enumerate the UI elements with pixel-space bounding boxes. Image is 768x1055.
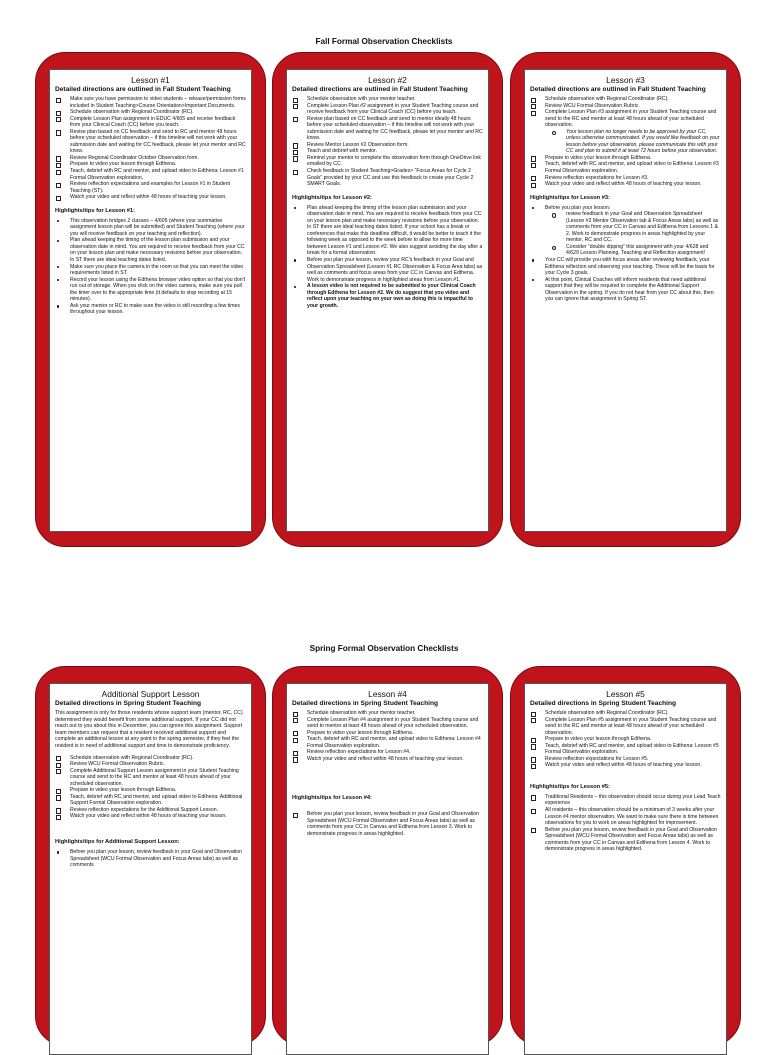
tips-list: [292, 205, 483, 310]
card-title: Additional Support Lesson: [101, 689, 200, 699]
checklist-item: Review reflection expectations and examples for Lesson #1 in Student Teaching (ST).: [55, 181, 246, 194]
checklist-item: Revise plan based on CC feedback and send to RC and mentor 48 hours before your scheduled observation – if this timeline will not work with your submission date and waiting for CC feedback, please let your mentor and RC know.: [55, 129, 246, 155]
subtip-item: Consider “double dipping” this assignment with your 4/628 and 4/629 Lesson Planning, Teaching and Reflection assignment!: [530, 244, 721, 257]
card-directions: Detailed directions are outlined in Fall Student Teaching: [55, 86, 231, 93]
checklist-item: Review Regional Coordinator October Observation form.: [55, 155, 246, 162]
checklist-item: Review WCU Formal Observation Rubric.: [55, 761, 246, 768]
card-lesson-1: [35, 52, 266, 547]
card-panel: [49, 69, 252, 532]
subtip-item: review feedback in your Goal and Observation Spreadsheet (Lesson #2 Mentor Observation tab & Focus Areas tabs) as well as comments from your CC in Canvas and Edthena from Lessons 1 & 2. Work to demonstrate progress in areas highlighted by your mentor, RC and CC.: [530, 211, 721, 244]
checklist: [530, 710, 721, 769]
checklist-item: Complete Lesson Plan assignment in EDUC 4/605 and receive feedback from your Clinical Coach (CC) before you teach.: [55, 116, 246, 129]
card-intro: This assignment is only for those residents whose support team (mentor, RC, CC) determined they would benefit from some additional support. If your CC did not reach out to you about this in December, you can ignore this assignment. Support team members can request that a resident received additional support and complete an additional lesson at any point in the spring semester, if they feel the resident is in need of additional support and time to demonstrate proficiency.: [55, 710, 243, 749]
card-title: Lesson #4: [368, 689, 407, 699]
tip-item: At this point, Clinical Coaches will inform residents that need additional support that they will be required to complete the Additional Support Observation in the spring. If you do not hear from your CC about this, then you can ignore that assignment in Spring ST.: [530, 277, 721, 303]
card-panel: [286, 683, 489, 1055]
tips-heading: Highlights/tips for Lesson #1:: [55, 207, 135, 214]
checklist-item: Review WCU Formal Observation Rubric.: [530, 103, 721, 110]
tip-item: Before you plan your lesson, review feedback in your Goal and Observation Spreadsheet (WCU Formal Observation and Focus Areas tabs) as well as comments from your CC in Canvas and Edthena from Lesson 3. Work to demonstrate progress in areas highlighted.: [292, 811, 483, 837]
checklist-item: Schedule observation with your mentor teacher.: [292, 96, 483, 103]
checklist-item: Schedule observation with Regional Coordinator (RC).: [55, 109, 246, 116]
checklist-item: Prepare to video your lesson through Edthena.: [55, 161, 246, 168]
checklist-item: Schedule observation with Regional Coordinator (RC).: [55, 755, 246, 762]
card-directions: Detailed directions in Spring Student Teaching: [55, 700, 202, 707]
checklist-item: Teach and debrief with mentor.: [292, 148, 483, 155]
checklist-item: Complete Lesson Plan #5 assignment in your Student Teaching course and send to the RC and mentor at least 48 hours ahead of your scheduled observation.: [530, 717, 721, 737]
tips-list: [292, 811, 483, 837]
checklist-item: Complete Lesson Plan #3 assignment in your Student Teaching course and send to the RC and mentor at least 48 hours ahead of your scheduled observation.: [530, 109, 721, 129]
tip-item: Record your lesson using the Edthena browser video option so that you don't run out of storage. When you click on the video camera, make sure you pull the timer over to the appropriate time (it defaults to stop recording at 15 minutes).: [55, 277, 246, 303]
checklist-item: Remind your mentor to complete the observation form through OneDrive link emailed by CC.: [292, 155, 483, 168]
checklist-item: Review reflection expectations for the Additional Support Lesson.: [55, 807, 246, 814]
tips-heading: Highlights/tips for Additional Support Lesson:: [55, 839, 180, 846]
checklist-item: Revise plan based on CC feedback and send to mentor ideally 48 hours before your scheduled observation – if this timeline will not work with your submission date and waiting for CC feedback, please let your mentor and RC know.: [292, 116, 483, 142]
checklist-item: Watch your video and reflect within 48 hours of teaching your lesson.: [55, 813, 246, 820]
checklist-item: Watch your video and reflect within 48 hours of teaching your lesson.: [55, 194, 246, 201]
checklist: [530, 96, 721, 188]
checklist-item: Watch your video and reflect within 48 hours of teaching your lesson.: [530, 181, 721, 188]
tip-item: Traditional Residents – this observation should occur during your Lead Teach experience: [530, 794, 721, 807]
tips-list: [530, 205, 721, 303]
tips-heading: Highlights/tips for Lesson #5:: [530, 783, 610, 790]
tips-list: [55, 218, 246, 316]
card-panel: [524, 69, 727, 532]
tip-item: Before you plan your lesson, review feedback in your Goal and Observation Spreadsheet (WCU Formal Observation and Focus Areas tabs) as well as comments from your CC in Canvas and Edthena from Lesson 4. Work to demonstrate progress in areas highlighted.: [530, 827, 721, 853]
checklist-item: Review Mentor Lesson #2 Observation form.: [292, 142, 483, 149]
card-lesson-5: [510, 666, 741, 1046]
card-lesson-4: [272, 666, 503, 1046]
checklist-item: Prepare to video your lesson through Edthena.: [530, 155, 721, 162]
checklist: [55, 96, 246, 201]
checklist-item: Schedule observation with Regional Coordinator (RC).: [530, 710, 721, 717]
tips-heading: Highlights/tips for Lesson #4:: [292, 795, 372, 802]
card-directions: Detailed directions in Spring Student Teaching: [292, 700, 439, 707]
checklist-item: Schedule observation with Regional Coordinator (RC).: [530, 96, 721, 103]
card-directions: Detailed directions are outlined in Fall Student Teaching: [292, 86, 468, 93]
spring-section-title: Spring Formal Observation Checklists: [309, 644, 459, 653]
card-lesson-3: [510, 52, 741, 547]
tips-heading: Highlights/tips for Lesson #3:: [530, 194, 610, 201]
tips-list: [530, 794, 721, 853]
card-directions: Detailed directions are outlined in Fall Student Teaching: [530, 86, 706, 93]
card-panel: [524, 683, 727, 1055]
card-panel: [286, 69, 489, 532]
tip-item: A lesson video is not required to be submitted to your Clinical Coach through Edthena for Lesson #2. We do suggest that you video and reflect upon your teaching on your own as doing this is impactful to your growth.: [292, 283, 483, 309]
checklist-item: Review reflection expectations for Lesson #3.: [530, 175, 721, 182]
tip-item: Before you plan your lesson:: [530, 205, 721, 212]
checklist-item: Watch your video and reflect within 48 hours of teaching your lesson.: [530, 762, 721, 769]
checklist-item: Prepare to video your lesson through Edthena.: [530, 736, 721, 743]
checklist: [292, 710, 483, 762]
checklist-item: Teach, debrief with RC and mentor, and upload video to Edthena: Lesson #4 Formal Observation exploration.: [292, 736, 483, 749]
card-panel: [49, 683, 252, 1055]
checklist-item: Teach, debrief with RC and mentor, and upload video to Edthena: Lesson #3 Formal Observation exploration.: [530, 161, 721, 174]
card-lesson-2: [272, 52, 503, 547]
tip-item: Plan ahead keeping the timing of the lesson plan submission and your observation date in mind. You are required to receive feedback from your CC on your lesson plan and make necessary revisions before your observation. In ST there are ideal teaching dates listed.: [55, 237, 246, 263]
tip-item: Your CC will provide you with focus areas after reviewing feedback, your Edthena reflection and observing your teaching. These will be the basis for your Cycle 3 goals.: [530, 257, 721, 277]
checklist-note: Your lesson plan no longer needs to be approved by your CC, unless otherwise communicated. If you would like feedback on your lesson before your observation, please communicate this with your CC and plan to submit it at least 72 hours before your observation.: [530, 129, 721, 155]
checklist-item: Review reflection expectations for Lesson #4.: [292, 749, 483, 756]
card-title: Lesson #2: [368, 75, 407, 85]
tip-item: All residents – this observation should be a minimum of 3 weeks after your Lesson #4 mentor observation. We want to make sure there is time between observations for you to work on areas highlighted for improvement.: [530, 807, 721, 827]
tip-item: Make sure you place the camera in the room so that you can meet the video requirements listed in ST.: [55, 264, 246, 277]
checklist-item: Teach, debrief with RC and mentor, and upload video to Edthena: Additional Support Formal Observation exploration.: [55, 794, 246, 807]
tip-item: Before you plan your lesson, review your RC's feedback in your Goal and Observation Spreadsheet (Lesson #1 RC Observation & Focus Area tabs) as well as comments and focus areas from your CC in Canvas and Edthena. Work to demonstrate progress in highlighted areas from Lesson #1.: [292, 257, 483, 283]
checklist: [292, 96, 483, 188]
tip-item: Plan ahead keeping the timing of the lesson plan submission and your observation date in mind. You are required to receive feedback from your CC on your lesson plan and make necessary revisions before your observation. In ST there are ideal teaching dates listed. If your school has a break or conferences that make this deadline difficult, it would be better to teach it the following week as opposed to the week before to allow for more time between Lesson #1 and Lesson #2. We also suggest avoiding the day after a break for a formal observation.: [292, 205, 483, 257]
checklist-item: Watch your video and reflect within 48 hours of teaching your lesson.: [292, 756, 483, 763]
checklist-item: Review reflection expectations for Lesson #5.: [530, 756, 721, 763]
tip-item: This observation bridges 2 classes – 4/605 (where your summative assignment lesson plan will be submitted) and Student Teaching (where your you will receive feedback on your teaching and reflection).: [55, 218, 246, 238]
checklist-item: Check feedback in Student Teaching>Grades> “Focus Areas for Cycle 2 Goals” provided by your CC and use this feedback to create your Cycle 2 SMART Goals.: [292, 168, 483, 188]
card-title: Lesson #3: [606, 75, 645, 85]
checklist-item: Teach, debrief with RC and mentor, and upload video to Edthena: Lesson #1 Formal Observation exploration.: [55, 168, 246, 181]
checklist-item: Complete Lesson Plan #4 assignment in your Student Teaching course and send to mentor at least 48 hours ahead of your scheduled observation.: [292, 717, 483, 730]
fall-section-title: Fall Formal Observation Checklists: [315, 37, 453, 46]
tip-item: Ask your mentor or RC to make sure the video is still recording a few times throughout your lesson.: [55, 303, 246, 316]
card-additional-support: [35, 666, 266, 1046]
checklist-item: Teach, debrief with RC and mentor, and upload video to Edthena: Lesson #5 Formal Observation exploration.: [530, 743, 721, 756]
card-title: Lesson #1: [131, 75, 170, 85]
tip-item: Before you plan your lesson, review feedback in your Goal and Observation Spreadsheet (WCU Formal Observation and Focus Areas tabs) as well as comments: [55, 849, 246, 869]
tips-heading: Highlights/tips for Lesson #2:: [292, 194, 372, 201]
checklist-item: Make sure you have permission to video students – release/permission forms included in Student Teaching>Course Orientation>Important Documents.: [55, 96, 246, 109]
checklist-item: Prepare to video your lesson through Edthena.: [292, 730, 483, 737]
tips-list: [55, 849, 246, 869]
checklist-item: Complete Additional Support Lesson assignment in your Student Teaching course and send to the RC and mentor at least 48 hours ahead of your scheduled observation.: [55, 768, 246, 788]
checklist: [55, 755, 246, 820]
checklist-item: Complete Lesson Plan #2 assignment in your Student Teaching course and receive feedback from your Clinical Coach (CC) before you teach.: [292, 103, 483, 116]
card-directions: Detailed directions in Spring Student Teaching: [530, 700, 677, 707]
checklist-item: Prepare to video your lesson through Edthena.: [55, 787, 246, 794]
checklist-item: Schedule observation with your mentor teacher.: [292, 710, 483, 717]
card-title: Lesson #5: [606, 689, 645, 699]
